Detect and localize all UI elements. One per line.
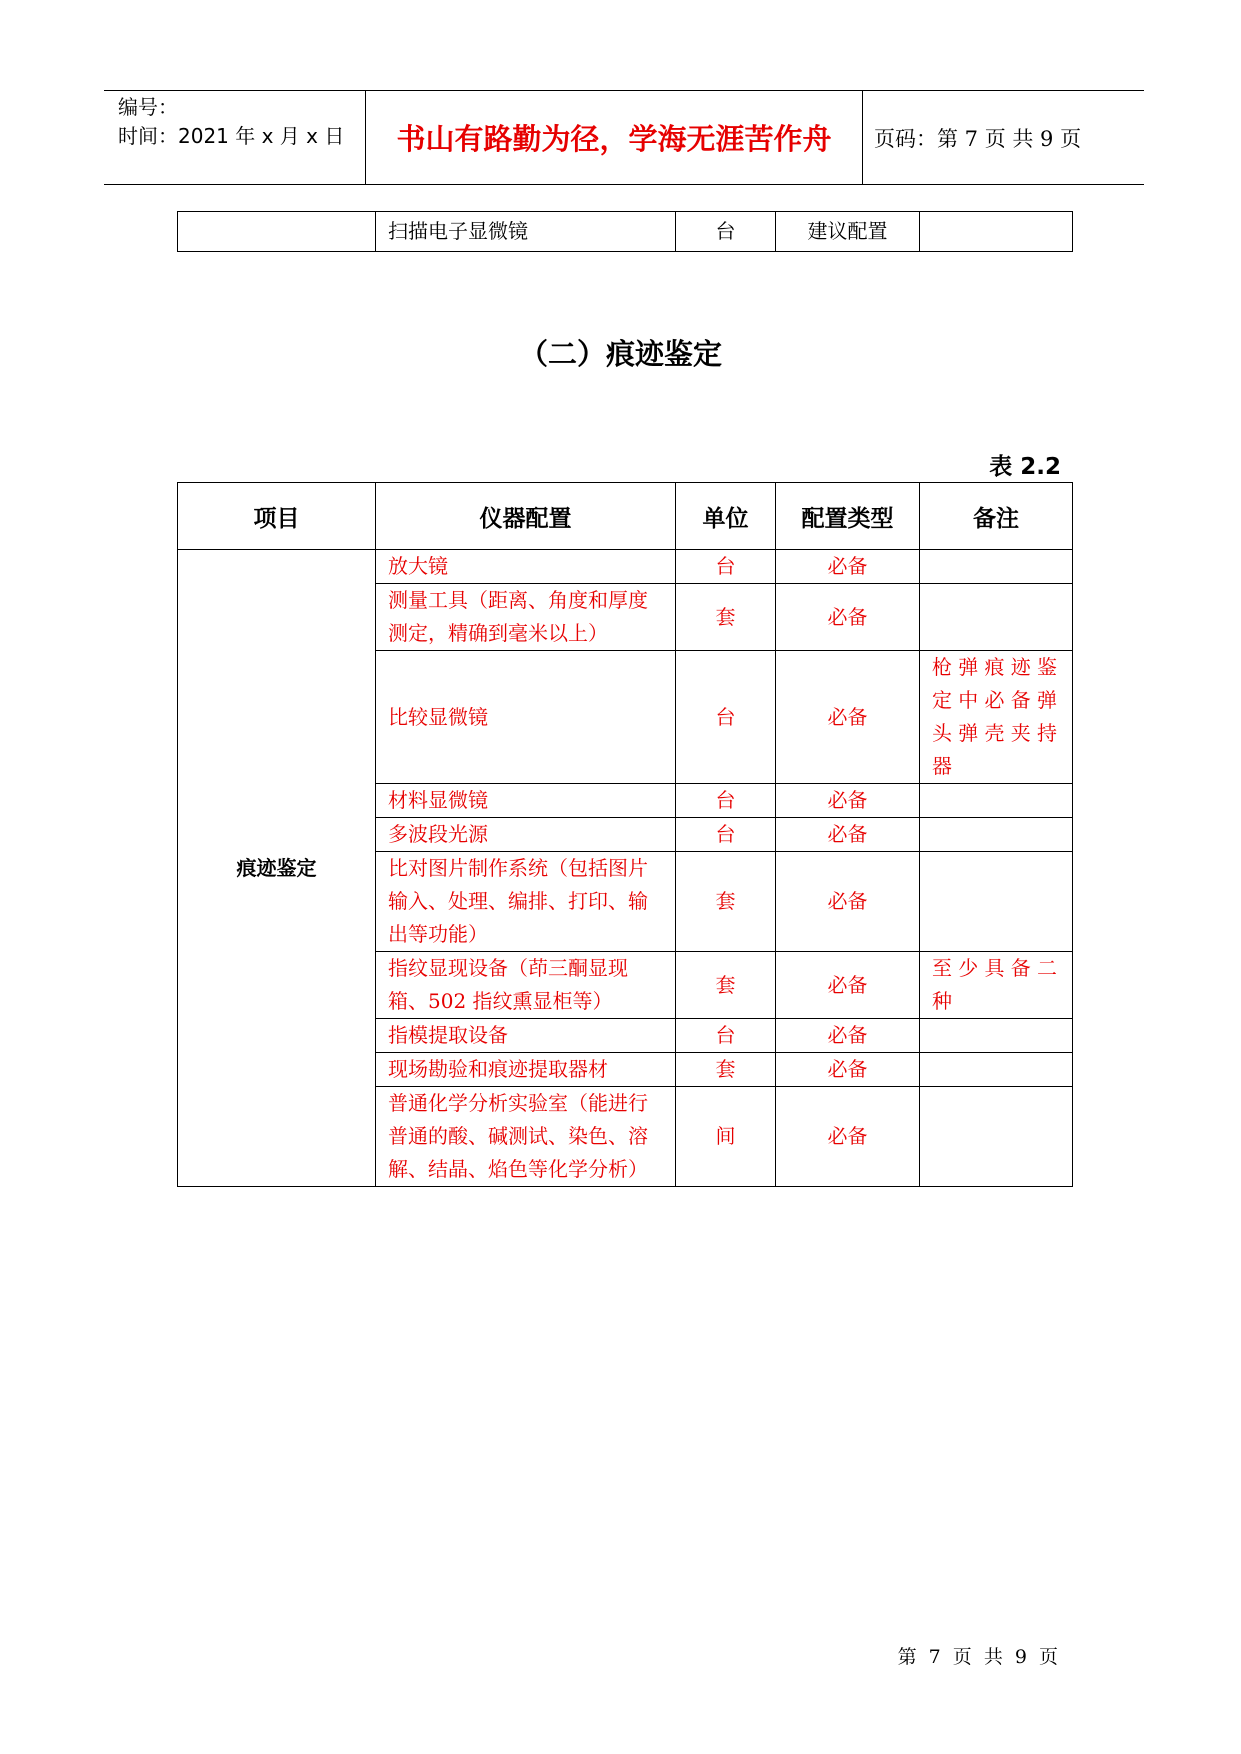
cell-note [920,212,1073,252]
header-instrument: 仪器配置 [376,483,676,550]
cell-note [920,1019,1073,1053]
previous-table-continuation [177,211,1073,252]
cell-unit: 套 [676,584,776,651]
cell-note [920,550,1073,584]
page-footer: 第 7 页 共 9 页 [897,1646,1061,1668]
cell-instrument: 指模提取设备 [376,1019,676,1053]
cell-unit: 台 [676,550,776,584]
header-type: 配置类型 [776,483,920,550]
header-divider-left [365,91,366,184]
cell-note [920,818,1073,852]
cell-instrument: 扫描电子显微镜 [376,212,676,252]
page-header [104,90,1144,185]
cell-instrument: 放大镜 [376,550,676,584]
header-motto: 书山有路勤为径，学海无涯苦作舟 [396,122,832,156]
cell-unit: 套 [676,952,776,1019]
cell-note [920,1087,1073,1187]
cell-instrument: 现场勘验和痕迹提取器材 [376,1053,676,1087]
cell-item [178,212,376,252]
cell-instrument: 指纹显现设备（茚三酮显现箱、502 指纹熏显柜等） [376,952,676,1019]
header-meta [118,91,368,184]
cell-type: 必备 [776,784,920,818]
document-date: 时间：2021 年 x 月 x 日 [118,124,345,148]
header-project: 项目 [178,483,376,550]
header-page-code: 页码：第 7 页 共 9 页 [874,126,1082,151]
section-title: （二）痕迹鉴定 [518,337,722,371]
cell-type: 必备 [776,818,920,852]
header-divider-right [862,91,863,184]
cell-instrument: 普通化学分析实验室（能进行普通的酸、碱测试、染色、溶解、结晶、焰色等化学分析） [376,1087,676,1187]
header-unit: 单位 [676,483,776,550]
cell-note [920,784,1073,818]
cell-type: 必备 [776,651,920,784]
cell-unit: 套 [676,852,776,952]
table-row [178,212,1073,252]
table-label: 表 2.2 [989,454,1061,480]
cell-type: 必备 [776,550,920,584]
cell-unit: 台 [676,212,776,252]
header-note: 备注 [920,483,1073,550]
cell-project: 痕迹鉴定 [178,550,376,1187]
cell-note [920,1053,1073,1087]
cell-type: 必备 [776,1019,920,1053]
table-row [178,550,1073,584]
cell-type: 必备 [776,584,920,651]
cell-unit: 间 [676,1087,776,1187]
cell-type: 必备 [776,852,920,952]
cell-instrument: 多波段光源 [376,818,676,852]
cell-unit: 台 [676,1019,776,1053]
cell-note [920,584,1073,651]
cell-type: 必备 [776,952,920,1019]
cell-unit: 台 [676,818,776,852]
cell-note: 至少具备二种 [920,952,1073,1019]
cell-instrument: 材料显微镜 [376,784,676,818]
cell-unit: 套 [676,1053,776,1087]
cell-type: 必备 [776,1053,920,1087]
cell-instrument: 比对图片制作系统（包括图片输入、处理、编排、打印、输出等功能） [376,852,676,952]
equipment-table [177,482,1073,1187]
document-number-label: 编号： [118,95,178,119]
cell-type: 建议配置 [776,212,920,252]
cell-instrument: 比较显微镜 [376,651,676,784]
cell-note [920,852,1073,952]
cell-unit: 台 [676,651,776,784]
cell-instrument: 测量工具（距离、角度和厚度测定，精确到毫米以上） [376,584,676,651]
table-header-row [178,483,1073,550]
cell-type: 必备 [776,1087,920,1187]
cell-note: 枪弹痕迹鉴定中必备弹头弹壳夹持器 [920,651,1073,784]
cell-unit: 台 [676,784,776,818]
